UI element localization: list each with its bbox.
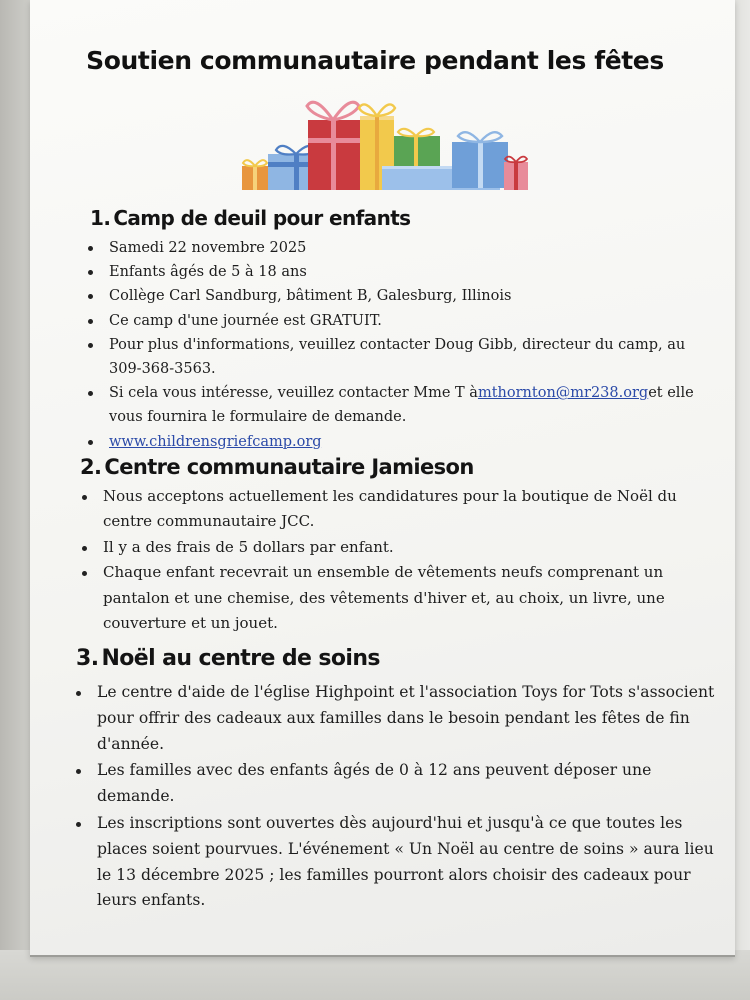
website-link[interactable]: www.childrensgriefcamp.org	[109, 433, 322, 450]
list-item: Enfants âgés de 5 à 18 ans	[82, 260, 722, 284]
contact-text-end: et elle vous fournira le formulaire de demande.	[109, 385, 694, 426]
section-heading-2: 2. Centre communautaire Jamieson	[80, 455, 474, 479]
section-heading-3: 3. Noël au centre de soins	[76, 646, 380, 671]
list-item	[82, 381, 722, 429]
list-item: Le centre d'aide de l'église Highpoint et l'association Toys for Tots s'associent pour offrir des cadeaux aux familles dans le besoin pendant les fêtes de fin d'année.	[70, 680, 725, 757]
gift-boxes-illustration	[240, 92, 530, 192]
list-item: Il y a des frais de 5 dollars par enfant.	[76, 535, 721, 560]
section-1-list	[82, 236, 722, 454]
list-item: Les inscriptions sont ouvertes dès aujourd'hui et jusqu'à ce que toutes les places soient pourvues. L'événement « Un Noël au centre de soins » aura lieu le 13 décembre 2025 ; les familles pourront alors choisir des cadeaux pour leurs enfants.	[70, 811, 725, 914]
section-2-list	[76, 484, 721, 636]
background-left	[0, 0, 32, 1000]
section-heading-1: 1. Camp de deuil pour enfants	[90, 206, 411, 230]
contact-text: Si cela vous intéresse, veuillez contacter Mme T à	[109, 385, 478, 402]
section-3-list	[70, 680, 725, 915]
list-item	[82, 430, 722, 454]
list-item: Les familles avec des enfants âgés de 0 à 12 ans peuvent déposer une demande.	[70, 758, 725, 810]
list-item: Pour plus d'informations, veuillez contacter Doug Gibb, directeur du camp, au 309-368-3563.	[82, 333, 722, 381]
list-item: Nous acceptons actuellement les candidatures pour la boutique de Noël du centre communautaire JCC.	[76, 484, 721, 535]
list-item: Collège Carl Sandburg, bâtiment B, Galesburg, Illinois	[82, 284, 722, 308]
list-item: Ce camp d'une journée est GRATUIT.	[82, 309, 722, 333]
page-title: Soutien communautaire pendant les fêtes	[86, 46, 664, 75]
list-item: Samedi 22 novembre 2025	[82, 236, 722, 260]
background-bottom	[0, 950, 750, 1000]
contact-email-link[interactable]: mthornton@mr238.org	[477, 385, 649, 402]
list-item: Chaque enfant recevrait un ensemble de vêtements neufs comprenant un pantalon et une chemise, des vêtements d'hiver et, au choix, un livre, une couverture et un jouet.	[76, 560, 721, 636]
